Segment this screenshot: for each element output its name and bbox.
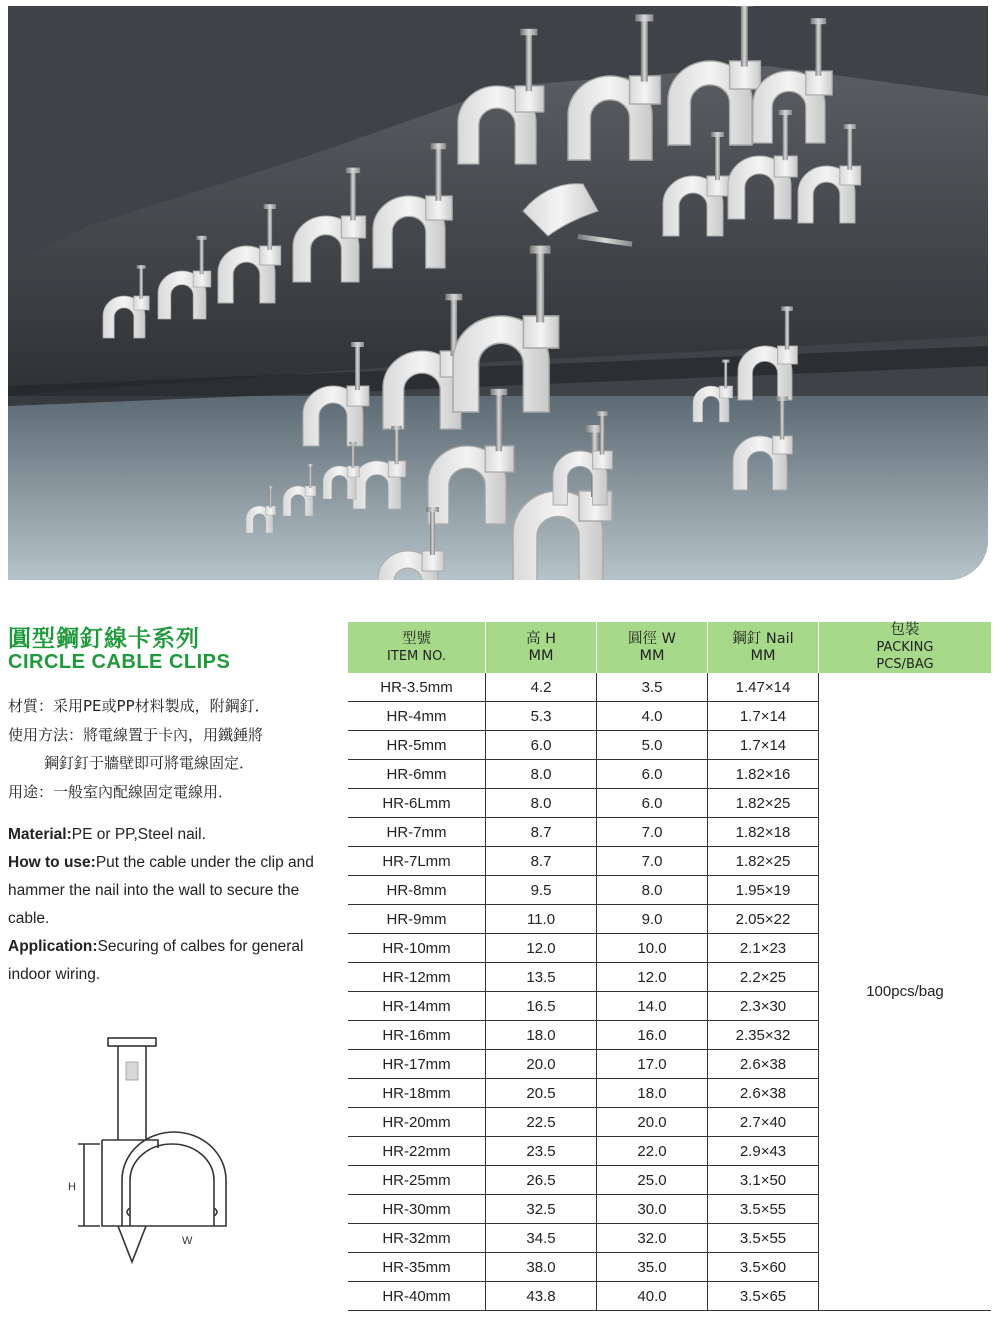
title-chinese: 圓型鋼釘線卡系列	[8, 626, 200, 652]
description-english	[8, 821, 328, 989]
cell-width: 25.0	[597, 1166, 708, 1195]
cell-item-no: HR-14mm	[348, 992, 486, 1021]
cell-height: 23.5	[486, 1137, 597, 1166]
cell-nail: 1.82×16	[708, 760, 819, 789]
cell-width: 17.0	[597, 1050, 708, 1079]
cell-item-no: HR-25mm	[348, 1166, 486, 1195]
cell-width: 30.0	[597, 1195, 708, 1224]
cell-height: 26.5	[486, 1166, 597, 1195]
cell-nail: 1.82×25	[708, 789, 819, 818]
cell-item-no: HR-7mm	[348, 818, 486, 847]
usage-label: How to use:	[8, 854, 96, 871]
width-label: W	[182, 1235, 193, 1247]
cell-width: 9.0	[597, 905, 708, 934]
cell-nail: 3.5×65	[708, 1282, 819, 1311]
header-item-no: 型號 ITEM NO.	[348, 622, 486, 673]
cell-height: 8.7	[486, 847, 597, 876]
cell-width: 8.0	[597, 876, 708, 905]
cell-width: 5.0	[597, 731, 708, 760]
cell-item-no: HR-16mm	[348, 1021, 486, 1050]
cell-height: 8.0	[486, 789, 597, 818]
cell-height: 6.0	[486, 731, 597, 760]
cell-height: 16.5	[486, 992, 597, 1021]
description-chinese	[8, 692, 338, 806]
cell-nail: 2.35×32	[708, 1021, 819, 1050]
cell-height: 12.0	[486, 934, 597, 963]
cell-width: 10.0	[597, 934, 708, 963]
usage-text: Put the cable under the clip and hammer the nail into the wall to secure the cable.	[8, 854, 314, 927]
cell-item-no: HR-35mm	[348, 1253, 486, 1282]
product-photo-illustration	[8, 6, 988, 580]
cell-nail: 2.1×23	[708, 934, 819, 963]
cell-nail: 3.5×55	[708, 1224, 819, 1253]
nail-head	[108, 1038, 156, 1046]
table-header-row	[348, 622, 991, 673]
cell-nail: 1.7×14	[708, 702, 819, 731]
cell-item-no: HR-18mm	[348, 1079, 486, 1108]
cell-width: 3.5	[597, 673, 708, 702]
cell-width: 16.0	[597, 1021, 708, 1050]
cell-nail: 2.6×38	[708, 1050, 819, 1079]
cell-width: 18.0	[597, 1079, 708, 1108]
cell-item-no: HR-32mm	[348, 1224, 486, 1253]
cell-height: 18.0	[486, 1021, 597, 1050]
cell-item-no: HR-6mm	[348, 760, 486, 789]
cell-width: 4.0	[597, 702, 708, 731]
cell-nail: 3.1×50	[708, 1166, 819, 1195]
cell-nail: 2.05×22	[708, 905, 819, 934]
cell-nail: 2.7×40	[708, 1108, 819, 1137]
header-height: 高 H MM	[486, 622, 597, 673]
cell-nail: 2.2×25	[708, 963, 819, 992]
application-en	[8, 933, 328, 989]
cell-height: 20.0	[486, 1050, 597, 1079]
cell-width: 6.0	[597, 789, 708, 818]
cell-height: 11.0	[486, 905, 597, 934]
application-text: Securing of calbes for general indoor wiring.	[8, 938, 304, 983]
cell-height: 8.7	[486, 818, 597, 847]
cell-height: 32.5	[486, 1195, 597, 1224]
cell-height: 20.5	[486, 1079, 597, 1108]
cell-width: 40.0	[597, 1282, 708, 1311]
cell-item-no: HR-40mm	[348, 1282, 486, 1311]
cell-item-no: HR-5mm	[348, 731, 486, 760]
cell-item-no: HR-10mm	[348, 934, 486, 963]
cell-nail: 1.7×14	[708, 731, 819, 760]
cell-nail: 2.9×43	[708, 1137, 819, 1166]
table-row	[348, 673, 991, 702]
cell-width: 7.0	[597, 847, 708, 876]
spec-table	[348, 622, 991, 1311]
cell-width: 12.0	[597, 963, 708, 992]
cell-item-no: HR-30mm	[348, 1195, 486, 1224]
clip-dimension-diagram	[60, 1030, 250, 1270]
cell-item-no: HR-8mm	[348, 876, 486, 905]
header-nail: 鋼釘 Nail MM	[708, 622, 819, 673]
cell-item-no: HR-4mm	[348, 702, 486, 731]
cell-nail: 3.5×60	[708, 1253, 819, 1282]
height-label: H	[68, 1181, 76, 1193]
cell-item-no: HR-22mm	[348, 1137, 486, 1166]
cell-height: 38.0	[486, 1253, 597, 1282]
material-text: PE or PP,Steel nail.	[71, 826, 206, 843]
cell-item-no: HR-20mm	[348, 1108, 486, 1137]
material-en	[8, 821, 328, 849]
cell-height: 34.5	[486, 1224, 597, 1253]
cell-item-no: HR-3.5mm	[348, 673, 486, 702]
cell-nail: 1.82×25	[708, 847, 819, 876]
header-width: 圓徑 W MM	[597, 622, 708, 673]
cell-height: 8.0	[486, 760, 597, 789]
cell-item-no: HR-6Lmm	[348, 789, 486, 818]
cell-nail: 3.5×55	[708, 1195, 819, 1224]
nail-highlight	[126, 1062, 138, 1080]
cell-height: 43.8	[486, 1282, 597, 1311]
cell-width: 20.0	[597, 1108, 708, 1137]
cell-packing: 100pcs/bag	[819, 673, 992, 1311]
usage-cn-line2: 鋼釘釘于牆壁即可將電線固定．	[44, 754, 255, 772]
cell-height: 4.2	[486, 673, 597, 702]
usage-en	[8, 849, 328, 933]
cell-width: 22.0	[597, 1137, 708, 1166]
cell-width: 7.0	[597, 818, 708, 847]
cell-height: 9.5	[486, 876, 597, 905]
cell-nail: 1.82×18	[708, 818, 819, 847]
title-english: CIRCLE CABLE CLIPS	[8, 651, 231, 673]
application-label: Application:	[8, 938, 98, 955]
cell-nail: 1.95×19	[708, 876, 819, 905]
cell-width: 32.0	[597, 1224, 708, 1253]
cell-item-no: HR-12mm	[348, 963, 486, 992]
application-cn: 用途：一般室內配線固定電線用．	[8, 782, 234, 801]
table-body	[348, 673, 991, 1311]
product-photo	[8, 6, 988, 580]
usage-cn-line1: 使用方法：將電線置于卡內，用鐵錘將	[8, 725, 264, 744]
cell-width: 6.0	[597, 760, 708, 789]
cell-height: 5.3	[486, 702, 597, 731]
header-packing: 包裝 PACKING PCS/BAG	[819, 622, 992, 673]
cell-nail: 2.3×30	[708, 992, 819, 1021]
material-label: Material:	[8, 826, 72, 843]
cell-item-no: HR-17mm	[348, 1050, 486, 1079]
cell-width: 14.0	[597, 992, 708, 1021]
cell-width: 35.0	[597, 1253, 708, 1282]
cell-item-no: HR-7Lmm	[348, 847, 486, 876]
material-cn: 材質：采用PE或PP材料製成，附鋼釘．	[8, 697, 270, 715]
cell-height: 22.5	[486, 1108, 597, 1137]
cell-height: 13.5	[486, 963, 597, 992]
cell-nail: 1.47×14	[708, 673, 819, 702]
cell-item-no: HR-9mm	[348, 905, 486, 934]
cell-nail: 2.6×38	[708, 1079, 819, 1108]
